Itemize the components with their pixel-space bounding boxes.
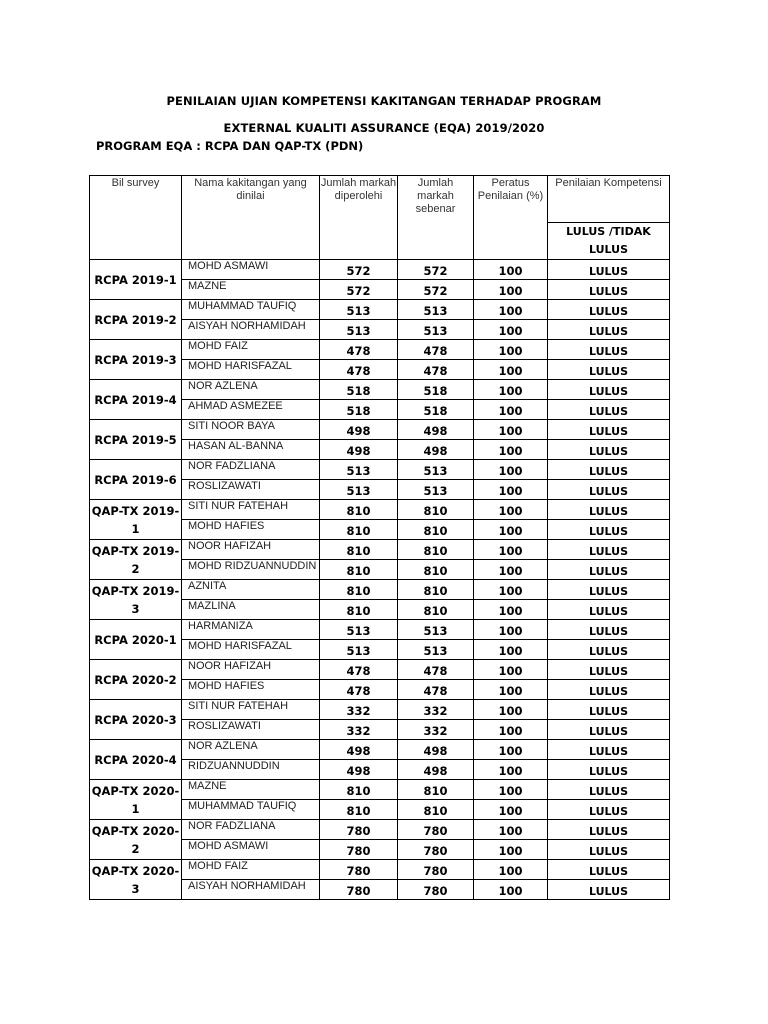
table-row — [90, 660, 670, 680]
table-row — [90, 500, 670, 520]
percent-cell: 100 — [474, 860, 548, 880]
survey-cell: QAP-TX 2019-3 — [90, 580, 182, 620]
percent-cell: 100 — [474, 620, 548, 640]
percent-cell: 100 — [474, 300, 548, 320]
marks-obtained-cell: 810 — [320, 500, 398, 520]
marks-obtained-cell: 498 — [320, 440, 398, 460]
result-cell: LULUS — [548, 420, 670, 440]
result-cell: LULUS — [548, 260, 670, 280]
marks-obtained-cell: 810 — [320, 580, 398, 600]
marks-obtained-cell: 478 — [320, 340, 398, 360]
marks-obtained-cell: 513 — [320, 320, 398, 340]
marks-obtained-cell: 513 — [320, 620, 398, 640]
marks-actual-cell: 513 — [398, 620, 474, 640]
staff-name-cell: ROSLIZAWATI — [182, 480, 320, 500]
staff-name-cell: MOHD HAFIES — [182, 680, 320, 700]
marks-actual-cell: 780 — [398, 840, 474, 860]
result-cell: LULUS — [548, 480, 670, 500]
table-row — [90, 340, 670, 360]
staff-name-cell: SITI NOOR BAYA — [182, 420, 320, 440]
percent-cell: 100 — [474, 800, 548, 820]
survey-cell: RCPA 2019-3 — [90, 340, 182, 380]
marks-actual-cell: 478 — [398, 680, 474, 700]
survey-cell: RCPA 2020-2 — [90, 660, 182, 700]
percent-cell: 100 — [474, 420, 548, 440]
result-cell: LULUS — [548, 460, 670, 480]
marks-obtained-cell: 478 — [320, 680, 398, 700]
percent-cell: 100 — [474, 380, 548, 400]
percent-cell: 100 — [474, 520, 548, 540]
table-row — [90, 860, 670, 880]
table-row — [90, 820, 670, 840]
result-cell: LULUS — [548, 280, 670, 300]
percent-cell: 100 — [474, 460, 548, 480]
marks-obtained-cell: 498 — [320, 740, 398, 760]
staff-name-cell: MOHD ASMAWI — [182, 260, 320, 280]
survey-cell: QAP-TX 2020-3 — [90, 860, 182, 900]
percent-cell: 100 — [474, 680, 548, 700]
marks-obtained-cell: 518 — [320, 380, 398, 400]
document-subtitle: EXTERNAL KUALITI ASSURANCE (EQA) 2019/2020 — [223, 121, 545, 135]
staff-name-cell: SITI NUR FATEHAH — [182, 700, 320, 720]
marks-obtained-cell: 780 — [320, 880, 398, 900]
marks-actual-cell: 498 — [398, 420, 474, 440]
result-cell: LULUS — [548, 400, 670, 420]
table-row — [90, 420, 670, 440]
marks-actual-cell: 478 — [398, 660, 474, 680]
result-cell: LULUS — [548, 820, 670, 840]
percent-cell: 100 — [474, 540, 548, 560]
marks-obtained-cell: 810 — [320, 540, 398, 560]
result-cell: LULUS — [548, 780, 670, 800]
header-peratus: Peratus Penilaian (%) — [474, 176, 548, 260]
marks-obtained-cell: 572 — [320, 280, 398, 300]
result-cell: LULUS — [548, 360, 670, 380]
marks-actual-cell: 498 — [398, 740, 474, 760]
marks-obtained-cell: 332 — [320, 720, 398, 740]
result-cell: LULUS — [548, 660, 670, 680]
table-row — [90, 260, 670, 280]
percent-cell: 100 — [474, 600, 548, 620]
result-cell: LULUS — [548, 720, 670, 740]
survey-cell: QAP-TX 2020-2 — [90, 820, 182, 860]
percent-cell: 100 — [474, 840, 548, 860]
percent-cell: 100 — [474, 760, 548, 780]
marks-actual-cell: 572 — [398, 260, 474, 280]
marks-actual-cell: 498 — [398, 440, 474, 460]
result-cell: LULUS — [548, 640, 670, 660]
result-cell: LULUS — [548, 340, 670, 360]
marks-obtained-cell: 810 — [320, 780, 398, 800]
staff-name-cell: MOHD HARISFAZAL — [182, 640, 320, 660]
marks-actual-cell: 478 — [398, 360, 474, 380]
survey-cell: RCPA 2020-4 — [90, 740, 182, 780]
result-cell: LULUS — [548, 620, 670, 640]
marks-obtained-cell: 810 — [320, 600, 398, 620]
header-bil-survey: Bil survey — [90, 176, 182, 260]
staff-name-cell: NOR FADZLIANA — [182, 820, 320, 840]
result-cell: LULUS — [548, 800, 670, 820]
percent-cell: 100 — [474, 700, 548, 720]
marks-actual-cell: 332 — [398, 720, 474, 740]
percent-cell: 100 — [474, 360, 548, 380]
result-cell: LULUS — [548, 600, 670, 620]
marks-actual-cell: 810 — [398, 540, 474, 560]
marks-obtained-cell: 498 — [320, 760, 398, 780]
result-cell: LULUS — [548, 560, 670, 580]
program-label: PROGRAM EQA : RCPA DAN QAP-TX (PDN) — [96, 139, 364, 153]
marks-obtained-cell: 498 — [320, 420, 398, 440]
staff-name-cell: MOHD RIDZUANNUDDIN — [182, 560, 320, 580]
table-row — [90, 780, 670, 800]
percent-cell: 100 — [474, 720, 548, 740]
percent-cell: 100 — [474, 480, 548, 500]
table-row — [90, 300, 670, 320]
percent-cell: 100 — [474, 440, 548, 460]
result-cell: LULUS — [548, 580, 670, 600]
marks-actual-cell: 810 — [398, 780, 474, 800]
staff-name-cell: MAZNE — [182, 780, 320, 800]
marks-obtained-cell: 810 — [320, 520, 398, 540]
document-title: PENILAIAN UJIAN KOMPETENSI KAKITANGAN TERHADAP PROGRAM — [166, 94, 602, 108]
survey-cell: RCPA 2019-1 — [90, 260, 182, 300]
marks-obtained-cell: 572 — [320, 260, 398, 280]
marks-obtained-cell: 332 — [320, 700, 398, 720]
staff-name-cell: ROSLIZAWATI — [182, 720, 320, 740]
marks-actual-cell: 513 — [398, 320, 474, 340]
survey-cell: QAP-TX 2019-1 — [90, 500, 182, 540]
competency-table — [89, 175, 670, 900]
survey-cell: RCPA 2019-6 — [90, 460, 182, 500]
marks-actual-cell: 332 — [398, 700, 474, 720]
staff-name-cell: MOHD ASMAWI — [182, 840, 320, 860]
marks-actual-cell: 513 — [398, 640, 474, 660]
staff-name-cell: AHMAD ASMEZEE — [182, 400, 320, 420]
marks-obtained-cell: 478 — [320, 660, 398, 680]
marks-actual-cell: 478 — [398, 340, 474, 360]
result-cell: LULUS — [548, 500, 670, 520]
survey-cell: RCPA 2019-5 — [90, 420, 182, 460]
staff-name-cell: AISYAH NORHAMIDAH — [182, 880, 320, 900]
percent-cell: 100 — [474, 820, 548, 840]
percent-cell: 100 — [474, 580, 548, 600]
result-cell: LULUS — [548, 440, 670, 460]
staff-name-cell: SITI NUR FATEHAH — [182, 500, 320, 520]
header-row — [90, 176, 670, 223]
marks-obtained-cell: 780 — [320, 820, 398, 840]
result-cell: LULUS — [548, 300, 670, 320]
staff-name-cell: MOHD FAIZ — [182, 340, 320, 360]
result-cell: LULUS — [548, 840, 670, 860]
staff-name-cell: RIDZUANNUDDIN — [182, 760, 320, 780]
marks-actual-cell: 518 — [398, 380, 474, 400]
marks-actual-cell: 780 — [398, 820, 474, 840]
result-cell: LULUS — [548, 520, 670, 540]
marks-actual-cell: 780 — [398, 860, 474, 880]
marks-obtained-cell: 518 — [320, 400, 398, 420]
percent-cell: 100 — [474, 340, 548, 360]
staff-name-cell: MOHD HARISFAZAL — [182, 360, 320, 380]
marks-obtained-cell: 513 — [320, 640, 398, 660]
result-cell: LULUS — [548, 680, 670, 700]
survey-cell: QAP-TX 2019-2 — [90, 540, 182, 580]
header-lulus-tidak-lulus: LULUS /TIDAK LULUS — [548, 223, 670, 260]
percent-cell: 100 — [474, 740, 548, 760]
staff-name-cell: MAZNE — [182, 280, 320, 300]
result-cell: LULUS — [548, 540, 670, 560]
percent-cell: 100 — [474, 280, 548, 300]
percent-cell: 100 — [474, 660, 548, 680]
survey-cell: QAP-TX 2020-1 — [90, 780, 182, 820]
staff-name-cell: HARMANIZA — [182, 620, 320, 640]
marks-actual-cell: 810 — [398, 800, 474, 820]
staff-name-cell: NOR AZLENA — [182, 380, 320, 400]
table-row — [90, 540, 670, 560]
percent-cell: 100 — [474, 320, 548, 340]
table-row — [90, 580, 670, 600]
table-row — [90, 620, 670, 640]
marks-obtained-cell: 780 — [320, 860, 398, 880]
marks-actual-cell: 513 — [398, 480, 474, 500]
marks-actual-cell: 513 — [398, 460, 474, 480]
marks-actual-cell: 498 — [398, 760, 474, 780]
header-jumlah-diperolehi: Jumlah markah diperolehi — [320, 176, 398, 260]
percent-cell: 100 — [474, 400, 548, 420]
header-nama: Nama kakitangan yang dinilai — [182, 176, 320, 260]
marks-obtained-cell: 513 — [320, 480, 398, 500]
header-jumlah-sebenar: Jumlah markah sebenar — [398, 176, 474, 260]
staff-name-cell: HASAN AL-BANNA — [182, 440, 320, 460]
result-cell: LULUS — [548, 760, 670, 780]
marks-obtained-cell: 780 — [320, 840, 398, 860]
marks-obtained-cell: 478 — [320, 360, 398, 380]
staff-name-cell: MOHD FAIZ — [182, 860, 320, 880]
staff-name-cell: NOR AZLENA — [182, 740, 320, 760]
marks-actual-cell: 780 — [398, 880, 474, 900]
result-cell: LULUS — [548, 740, 670, 760]
result-cell: LULUS — [548, 380, 670, 400]
staff-name-cell: MAZLINA — [182, 600, 320, 620]
survey-cell: RCPA 2020-1 — [90, 620, 182, 660]
survey-cell: RCPA 2019-4 — [90, 380, 182, 420]
marks-actual-cell: 810 — [398, 600, 474, 620]
staff-name-cell: NOR FADZLIANA — [182, 460, 320, 480]
survey-cell: RCPA 2019-2 — [90, 300, 182, 340]
result-cell: LULUS — [548, 700, 670, 720]
staff-name-cell: AISYAH NORHAMIDAH — [182, 320, 320, 340]
marks-actual-cell: 810 — [398, 580, 474, 600]
staff-name-cell: NOOR HAFIZAH — [182, 540, 320, 560]
result-cell: LULUS — [548, 320, 670, 340]
staff-name-cell: AZNITA — [182, 580, 320, 600]
marks-obtained-cell: 513 — [320, 300, 398, 320]
percent-cell: 100 — [474, 260, 548, 280]
percent-cell: 100 — [474, 880, 548, 900]
marks-actual-cell: 518 — [398, 400, 474, 420]
marks-actual-cell: 513 — [398, 300, 474, 320]
percent-cell: 100 — [474, 640, 548, 660]
staff-name-cell: MUHAMMAD TAUFIQ — [182, 300, 320, 320]
header-penilaian: Penilaian Kompetensi — [548, 176, 670, 223]
percent-cell: 100 — [474, 780, 548, 800]
marks-actual-cell: 810 — [398, 500, 474, 520]
marks-obtained-cell: 810 — [320, 800, 398, 820]
table-row — [90, 700, 670, 720]
percent-cell: 100 — [474, 560, 548, 580]
staff-name-cell: MOHD HAFIES — [182, 520, 320, 540]
marks-actual-cell: 810 — [398, 520, 474, 540]
staff-name-cell: NOOR HAFIZAH — [182, 660, 320, 680]
marks-actual-cell: 572 — [398, 280, 474, 300]
table-row — [90, 460, 670, 480]
staff-name-cell: MUHAMMAD TAUFIQ — [182, 800, 320, 820]
result-cell: LULUS — [548, 860, 670, 880]
table-row — [90, 380, 670, 400]
survey-cell: RCPA 2020-3 — [90, 700, 182, 740]
marks-actual-cell: 810 — [398, 560, 474, 580]
marks-obtained-cell: 810 — [320, 560, 398, 580]
percent-cell: 100 — [474, 500, 548, 520]
result-cell: LULUS — [548, 880, 670, 900]
table-row — [90, 740, 670, 760]
marks-obtained-cell: 513 — [320, 460, 398, 480]
